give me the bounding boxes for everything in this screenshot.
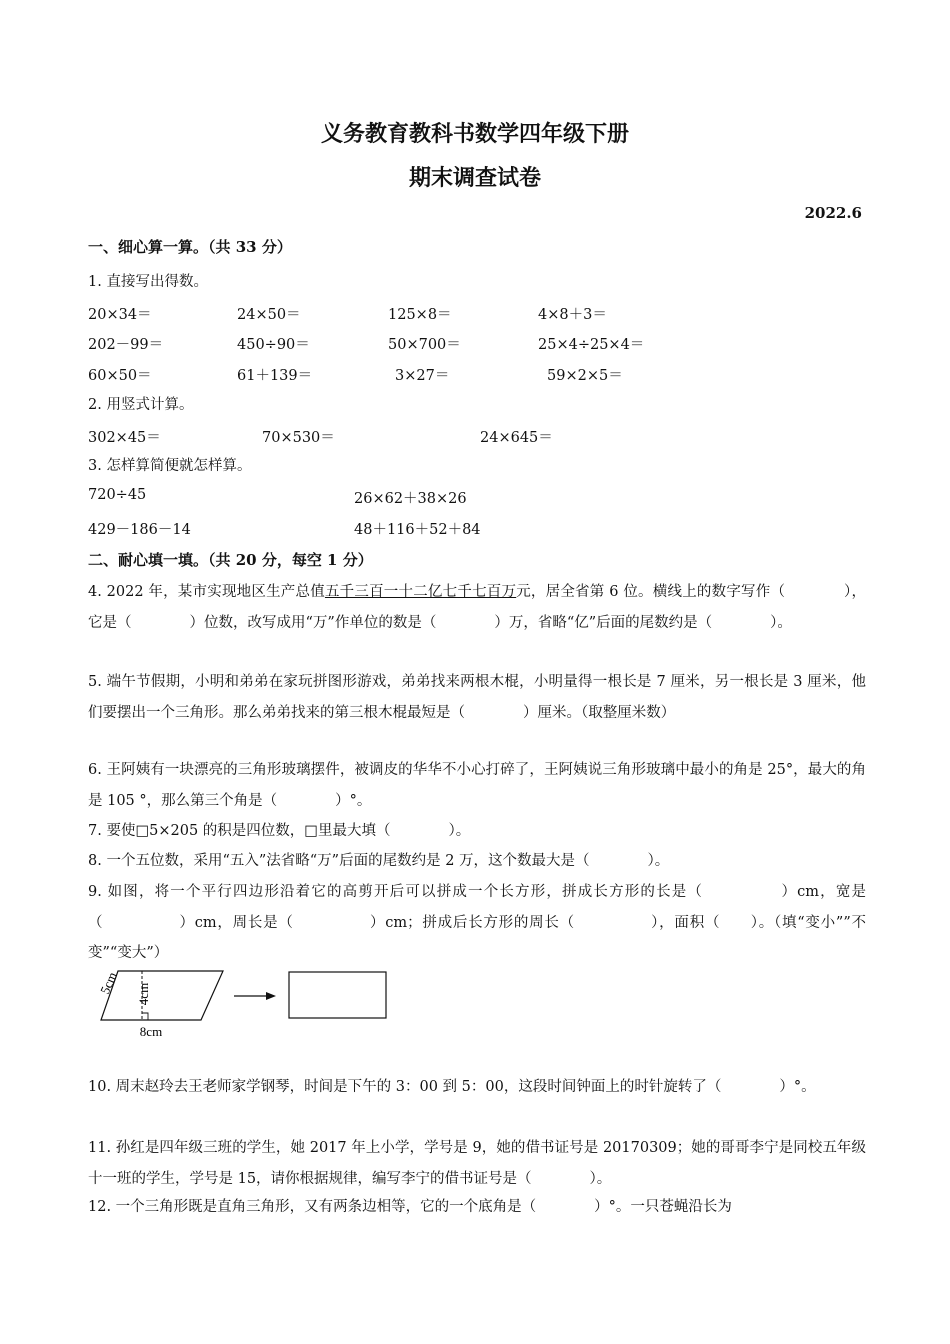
q2-item: 24×645＝ [480,430,553,446]
height-label: 4cm [136,982,151,1006]
parallelogram-shape [101,971,223,1020]
question-11: 11. 孙红是四年级三班的学生，她 2017 年上小学，学号是 9，她的借书证号是 20170309；她的哥哥李宁是同校五年级十一班的学生，学号是 15，请你根据规律，编写李宁的借书证号是（ ）。 [88,1140,866,1187]
exam-date: 2022.6 [804,204,862,222]
q3-label: 3. 怎样算简便就怎样算。 [88,458,252,474]
page-subtitle: 期末调查试卷 [408,165,541,191]
question-9: 9. 如图，将一个平行四边形沿着它的高剪开后可以拼成一个长方形，拼成长方形的长是（ ）cm，宽是（ ）cm，周长是（ ）cm；拼成后长方形的周长（ ），面积（ ）。（填“变小””不变”“变大”） [88,884,866,961]
q2-label: 2. 用竖式计算。 [88,397,194,413]
q1-row-1 [88,303,868,323]
q1-item: 125×8＝ [388,307,452,323]
q1-item: 202－99＝ [88,337,164,353]
q1-item: 4×8＋3＝ [538,307,607,323]
section-2-heading: 二、耐心填一填。（共 20 分，每空 1 分） [88,551,373,569]
question-5: 5. 端午节假期，小明和弟弟在家玩拼图形游戏，弟弟找来两根木棍，小明量得一根长是 7 厘米，另一根长是 3 厘米，他们要摆出一个三角形。那么弟弟找来的第三根木棍最短是（ ）厘米。（取整厘米数） [88,674,866,721]
right-angle-mark [142,1013,148,1020]
q2-row [88,426,868,446]
question-10: 10. 周末赵玲去王老师家学钢琴，时间是下午的 3：00 到 5：00，这段时间钟面上的时针旋转了（ ）°。 [88,1079,816,1095]
side-label: 5cm [97,969,120,997]
q1-item: 60×50＝ [88,368,152,384]
q1-item: 59×2×5＝ [547,368,623,384]
q3-item: 48＋116＋52＋84 [354,522,481,538]
question-4 [88,577,866,638]
q1-item: 3×27＝ [395,368,450,384]
parallelogram-to-rectangle-figure [96,968,396,1044]
q1-item: 450÷90＝ [237,337,310,353]
question-12: 12. 一个三角形既是直角三角形，又有两条边相等，它的一个底角是（ ）°。一只苍蝇沿长为 [88,1199,732,1215]
q3-row-1 [88,487,868,507]
q1-item: 20×34＝ [88,307,152,323]
q4-text-pre: 4. 2022 年，某市实现地区生产总值 [88,584,325,600]
q1-item: 50×700＝ [388,337,461,353]
q3-row-2 [88,518,868,538]
q3-item: 429－186－14 [88,522,191,538]
q1-item: 25×4÷25×4＝ [538,337,645,353]
q3-item: 26×62＋38×26 [354,491,467,507]
q1-row-2 [88,333,868,353]
q1-item: 61＋139＝ [237,368,313,384]
q1-label: 1. 直接写出得数。 [88,274,208,290]
question-6: 6. 王阿姨有一块漂亮的三角形玻璃摆件，被调皮的华华不小心打碎了，王阿姨说三角形玻璃中最小的角是 25°，最大的角是 105 °，那么第三个角是（ ）°。 [88,762,866,809]
rectangle-shape [289,972,386,1018]
q1-item: 24×50＝ [237,307,301,323]
arrow-icon [266,992,276,1000]
page-title: 义务教育教科书数学四年级下册 [320,121,629,147]
q4-underlined-number: 五千三百一十二亿七千七百万 [324,584,517,600]
q2-item: 70×530＝ [262,430,335,446]
question-8: 8. 一个五位数，采用“五入”法省略“万”后面的尾数约是 2 万，这个数最大是（ ）。 [88,853,670,869]
q3-item: 720÷45 [88,487,147,503]
base-label: 8cm [139,1024,163,1039]
question-7: 7. 要使□5×205 的积是四位数，□里最大填（ ）。 [88,823,471,839]
q1-row-3 [88,364,868,384]
q2-item: 302×45＝ [88,430,161,446]
q4-text-post: 元，居全省第 6 位。横线上的数字写作（ ），它是（ ）位数，改写成用“万”作单位的数是（ ）万，省略“亿”后面的尾数约是（ ）。 [88,584,866,631]
section-1-heading: 一、细心算一算。（共 33 分） [88,238,292,256]
